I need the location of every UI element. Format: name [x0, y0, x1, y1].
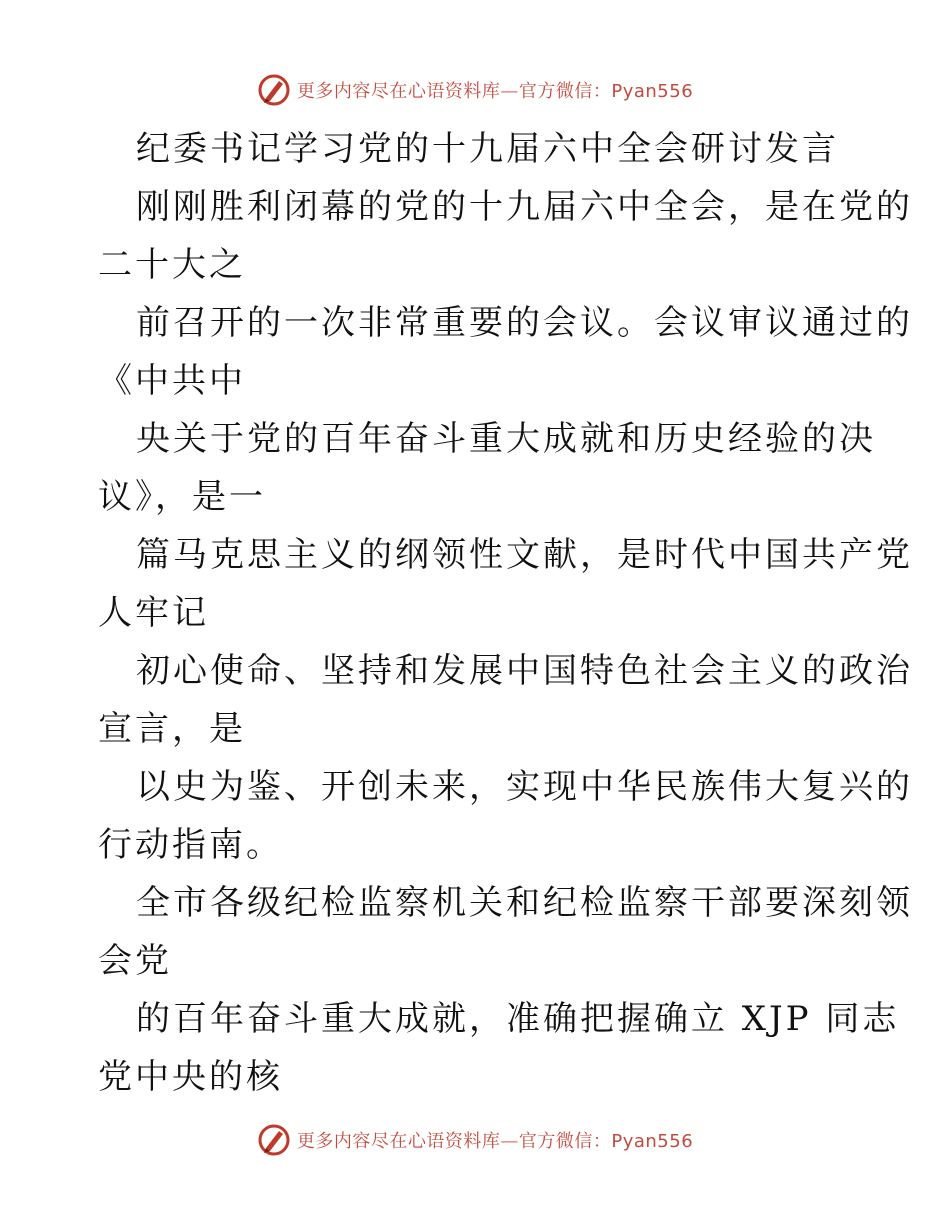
doc-line: 刚刚胜利闭幕的党的十九届六中全会，是在党的 — [136, 187, 913, 227]
header-banner — [0, 70, 950, 110]
doc-line: 议》，是一 — [98, 477, 266, 517]
doc-line: 以史为鉴、开创未来，实现中华民族伟大复兴的 — [136, 767, 913, 807]
doc-line: 前召开的一次非常重要的会议。会议审议通过的 — [136, 303, 913, 343]
doc-line: 宣言，是 — [98, 709, 246, 749]
banner-label: 更多内容尽在心语资料库—官方微信：Pyan556 — [296, 81, 694, 102]
doc-line-title: 纪委书记学习党的十九届六中全会研讨发言 — [136, 129, 839, 169]
doc-line: 央关于党的百年奋斗重大成就和历史经验的决 — [136, 419, 876, 459]
doc-line: 会党 — [98, 941, 172, 981]
doc-line: 二十大之 — [98, 245, 246, 285]
document-body — [98, 120, 913, 1106]
doc-line: 党中央的核 — [98, 1057, 283, 1097]
doc-line: 行动指南。 — [98, 825, 283, 865]
doc-line: 初心使命、坚持和发展中国特色社会主义的政治 — [136, 651, 913, 691]
doc-line: 人牢记 — [98, 593, 209, 633]
footer-banner — [0, 1120, 950, 1160]
doc-line: 全市各级纪检监察机关和纪检监察干部要深刻领 — [136, 883, 913, 923]
banner-label: 更多内容尽在心语资料库—官方微信：Pyan556 — [296, 1131, 694, 1152]
pen-logo-icon — [257, 73, 291, 107]
doc-line: 的百年奋斗重大成就，准确把握确立 XJP 同志 — [136, 999, 900, 1039]
doc-line: 篇马克思主义的纲领性文献，是时代中国共产党 — [136, 535, 913, 575]
doc-line: 《中共中 — [98, 361, 246, 401]
pen-logo-icon — [257, 1123, 291, 1157]
